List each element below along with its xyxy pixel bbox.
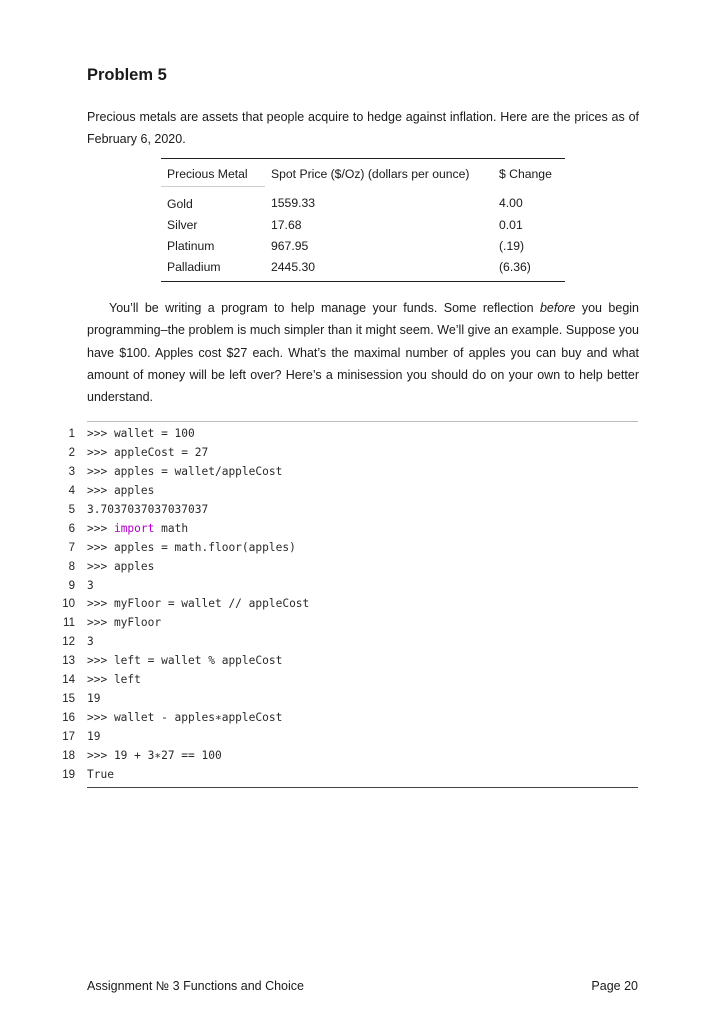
code-text: >>> appleCost = 27 xyxy=(87,445,209,459)
problem-title: Problem 5 xyxy=(87,66,167,84)
footer-page-number: Page 20 xyxy=(591,979,638,993)
line-number: 1 xyxy=(68,428,75,440)
instructions-part1: You’ll be writing a program to help manage your funds. Some reflection xyxy=(109,301,540,315)
code-text: 3.7037037037037037 xyxy=(87,502,209,516)
code-text: >>> apples xyxy=(87,559,155,573)
line-number: 10 xyxy=(62,598,75,611)
line-number: 13 xyxy=(62,655,75,668)
code-rest: math xyxy=(154,521,189,535)
code-text: >>> apples xyxy=(87,483,155,497)
table-body xyxy=(161,187,565,282)
code-text: 19 xyxy=(87,692,101,706)
code-bottom-rule xyxy=(87,787,638,788)
line-number: 9 xyxy=(68,579,75,592)
line-number: 2 xyxy=(68,446,75,459)
instructions-part2: you begin programming–the problem is much simpler than it might seem. We’ll give an example. Suppose you have $100. Apples cost $27 each. What’s the maximal number of apples you can buy and what amount of money will be left over? Here’s a minisession you should do on your own to help better understand. xyxy=(87,301,640,405)
code-text: 19 xyxy=(87,730,101,743)
code-text: 3 xyxy=(87,578,94,592)
cell-change: 4.00 xyxy=(499,196,523,211)
header-price: Spot Price ($/Oz) (dollars per ounce) xyxy=(271,167,470,182)
line-number: 16 xyxy=(62,712,75,725)
line-number: 4 xyxy=(68,484,75,497)
intro-paragraph: Precious metals are assets that people acquire to hedge against inflation. Here are the prices as of February 6, 2020. xyxy=(87,110,639,146)
code-text: >>> myFloor xyxy=(87,616,162,630)
cell-price: 2445.30 xyxy=(271,259,316,274)
code-text: >>> left xyxy=(87,673,141,687)
code-text: True xyxy=(87,767,114,781)
cell-change: (6.36) xyxy=(499,259,531,274)
table-header-row xyxy=(161,159,565,187)
cell-metal: Palladium xyxy=(167,259,221,274)
cell-price: 1559.33 xyxy=(271,196,316,211)
line-number: 3 xyxy=(68,465,75,478)
code-keyword: import xyxy=(113,521,155,535)
code-text: >>> apples = wallet/appleCost xyxy=(87,464,283,478)
code-text xyxy=(87,520,188,539)
instructions-paragraph xyxy=(87,297,639,408)
table-row xyxy=(161,256,565,281)
footer-assignment: Assignment № 3 Functions and Choice xyxy=(87,979,304,993)
cell-metal: Silver xyxy=(167,217,198,232)
table-row xyxy=(161,235,565,256)
prices-table xyxy=(161,158,565,282)
line-number: 12 xyxy=(62,636,75,649)
code-text: >>> apples = math.floor(apples) xyxy=(87,540,296,554)
cell-price: 967.95 xyxy=(271,238,309,253)
line-number: 6 xyxy=(68,522,75,535)
header-metal: Precious Metal xyxy=(161,159,265,187)
line-number: 11 xyxy=(63,617,75,630)
cell-metal: Platinum xyxy=(167,238,215,253)
line-number: 18 xyxy=(62,749,75,762)
code-top-rule xyxy=(87,421,638,422)
table-row xyxy=(161,214,565,235)
line-number: 14 xyxy=(62,674,75,687)
code-text: >>> left = wallet % appleCost xyxy=(87,654,283,668)
line-number: 7 xyxy=(68,541,75,554)
code-text: >>> wallet - apples∗appleCost xyxy=(87,711,283,725)
header-change: $ Change xyxy=(499,167,552,182)
line-number: 15 xyxy=(62,693,75,706)
cell-change: (.19) xyxy=(499,238,525,253)
code-text: 3 xyxy=(87,635,94,649)
line-number: 5 xyxy=(68,503,75,516)
line-number: 19 xyxy=(62,768,75,781)
code-text: >>> wallet = 100 xyxy=(87,427,195,440)
cell-price: 17.68 xyxy=(271,217,302,232)
line-number: 8 xyxy=(68,560,75,573)
cell-change: 0.01 xyxy=(499,217,523,232)
code-text: >>> 19 + 3∗27 == 100 xyxy=(87,748,222,762)
code-text: >>> myFloor = wallet // appleCost xyxy=(87,597,310,611)
table-row xyxy=(161,187,565,215)
code-prompt: >>> xyxy=(87,521,114,535)
cell-metal: Gold xyxy=(167,196,193,211)
instructions-emphasis: before xyxy=(539,301,576,315)
line-number: 17 xyxy=(62,731,75,743)
